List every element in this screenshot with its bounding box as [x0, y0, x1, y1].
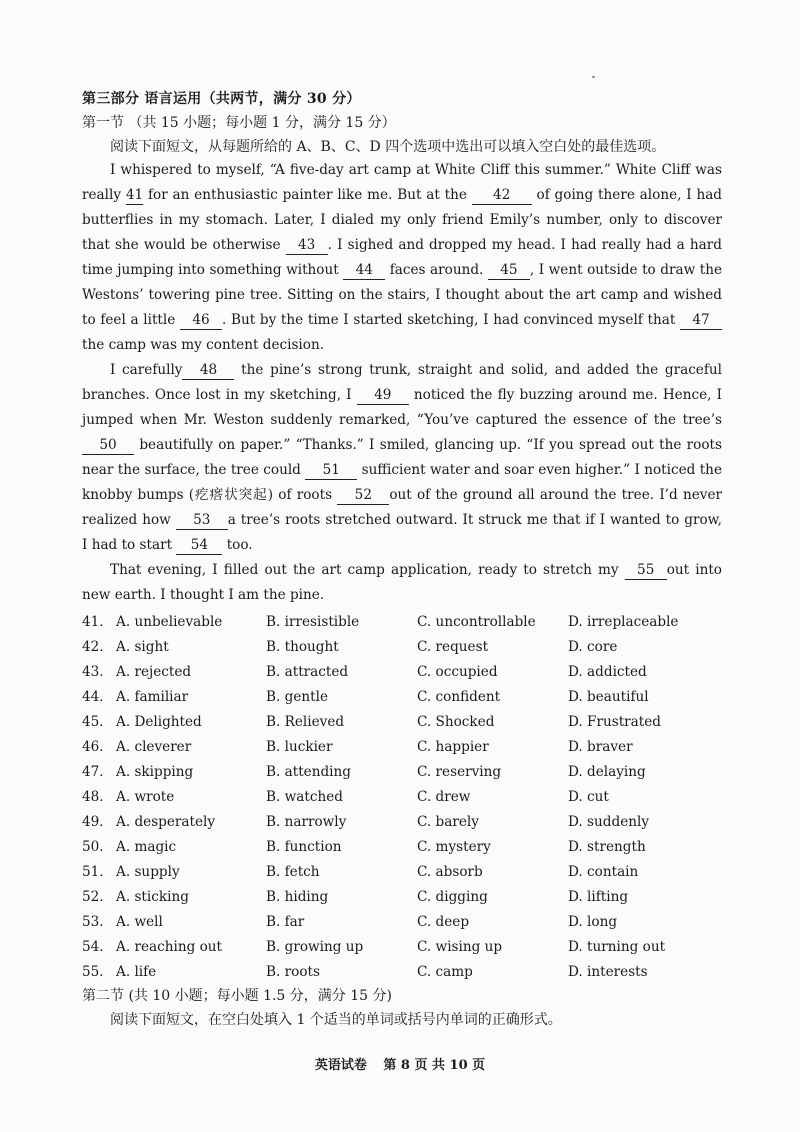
option-d: D. contain: [568, 864, 639, 880]
option-b: B. fetch: [266, 864, 320, 880]
page-footer: [0, 1054, 800, 1073]
option-row: [82, 785, 722, 810]
option-b: B. gentle: [266, 689, 328, 705]
blank-44: 44: [343, 262, 385, 280]
option-a: A. familiar: [116, 689, 189, 705]
passage-text: out into new earth. I thought I am the pine.: [82, 562, 722, 603]
question-number: 55．: [82, 964, 113, 980]
option-b: B. thought: [266, 639, 339, 655]
option-c: C. mystery: [417, 839, 491, 855]
question-number: 45．: [82, 714, 113, 730]
passage-text: . I sighed and dropped my head. I had really had a hard time jumping into something without: [82, 237, 722, 278]
passage-text: beautifully on paper.” “Thanks.” I smiled, glancing up. “If you spread out the roots near the surface, the tree could: [82, 437, 722, 478]
option-row: [82, 810, 722, 835]
blank-47: 47: [680, 312, 722, 330]
option-a: A. reaching out: [116, 939, 223, 955]
option-b: B. function: [266, 839, 342, 855]
options-list: [82, 610, 722, 985]
question-number: 43．: [82, 664, 113, 680]
passage-paragraph-2: [82, 358, 722, 558]
option-d: D. strength: [568, 839, 646, 855]
blank-52: 52: [337, 487, 389, 505]
option-row: [82, 635, 722, 660]
option-d: D. lifting: [568, 889, 629, 905]
passage-text: too.: [222, 537, 253, 553]
option-c: C. confident: [417, 689, 501, 705]
option-row: [82, 660, 722, 685]
part-title: 第三部分 语言运用（共两节，满分 30 分）: [82, 91, 361, 107]
section2-title: 第二节 (共 10 小题；每小题 1.5 分，满分 15 分): [82, 988, 392, 1004]
option-row: [82, 960, 722, 985]
option-row: [82, 735, 722, 760]
option-row: [82, 710, 722, 735]
option-a: A. supply: [116, 864, 180, 880]
blank-48: 48: [182, 362, 234, 380]
option-d: D. interests: [568, 964, 648, 980]
option-a: A. unbelievable: [116, 614, 223, 630]
blank-50: 50: [82, 437, 134, 455]
option-c: C. occupied: [417, 664, 498, 680]
blank-46: 46: [180, 312, 222, 330]
option-c: C. barely: [417, 814, 479, 830]
option-a: A. Delighted: [116, 714, 202, 730]
blank-45: 45: [488, 262, 530, 280]
option-d: D. delaying: [568, 764, 646, 780]
question-number: 54．: [82, 939, 113, 955]
question-number: 42．: [82, 639, 113, 655]
section1-title: 第一节 （共 15 小题；每小题 1 分，满分 15 分）: [82, 115, 396, 131]
option-c: C. deep: [417, 914, 470, 930]
passage-text: of going there alone, I had butterflies in my stomach. Later, I dialed my only friend Emily’s number, only to discover that she would be otherwise: [82, 187, 723, 253]
option-c: C. digging: [417, 889, 488, 905]
option-d: D. irreplaceable: [568, 614, 679, 630]
option-row: [82, 860, 722, 885]
question-number: 50．: [82, 839, 113, 855]
section1-instruction: 阅读下面短文，从每题所给的 A、B、C、D 四个选项中选出可以填入空白处的最佳选项。: [110, 139, 666, 155]
blank-53: 53: [176, 512, 228, 530]
option-c: C. drew: [417, 789, 471, 805]
section2-instruction: 阅读下面短文，在空白处填入 1 个适当的单词或括号内单词的正确形式。: [110, 1012, 562, 1028]
option-c: C. uncontrollable: [417, 614, 536, 630]
option-c: C. request: [417, 639, 489, 655]
passage-text: . But by the time I started sketching, I had convinced myself that: [221, 312, 680, 328]
option-c: C. camp: [417, 964, 473, 980]
question-number: 41．: [82, 614, 113, 630]
option-a: A. sticking: [116, 889, 189, 905]
option-row: [82, 835, 722, 860]
question-number: 52．: [82, 889, 113, 905]
passage-text: faces around.: [385, 262, 488, 278]
question-number: 46．: [82, 739, 113, 755]
blank-54: 54: [176, 537, 222, 555]
option-c: C. absorb: [417, 864, 483, 880]
question-number: 51．: [82, 864, 113, 880]
scan-speck: [592, 76, 595, 78]
option-c: C. wising up: [417, 939, 503, 955]
passage-text: That evening, I filled out the art camp application, ready to stretch my: [110, 562, 625, 578]
option-d: D. core: [568, 639, 618, 655]
blank-41: 41: [125, 187, 144, 203]
option-row: [82, 760, 722, 785]
option-b: B. hiding: [266, 889, 329, 905]
option-b: B. Relieved: [266, 714, 345, 730]
option-d: D. turning out: [568, 939, 666, 955]
option-b: B. watched: [266, 789, 343, 805]
question-number: 44．: [82, 689, 113, 705]
option-a: A. life: [116, 964, 157, 980]
passage-text: sufficient water and soar even higher.” I noticed the knobby bumps (疙瘩状突起) of roots: [82, 462, 722, 503]
option-a: A. skipping: [116, 764, 194, 780]
option-d: D. addicted: [568, 664, 647, 680]
blank-55: 55: [625, 562, 667, 580]
option-a: A. magic: [116, 839, 177, 855]
option-a: A. well: [116, 914, 163, 930]
option-row: [82, 935, 722, 960]
question-number: 47．: [82, 764, 113, 780]
option-b: B. attracted: [266, 664, 349, 680]
option-a: A. sight: [116, 639, 169, 655]
option-b: B. far: [266, 914, 305, 930]
option-b: B. irresistible: [266, 614, 360, 630]
option-row: [82, 910, 722, 935]
footer-subject: 英语试卷: [314, 1058, 367, 1073]
option-row: [82, 885, 722, 910]
option-a: A. wrote: [116, 789, 175, 805]
passage-text: noticed the fly buzzing around me. Hence, I jumped when Mr. Weston suddenly remarked, “You’ve captured the essence of the tree’s: [82, 387, 722, 428]
passage-text: I carefully: [110, 362, 183, 378]
blank-49: 49: [357, 387, 409, 405]
exam-page: [82, 88, 722, 1031]
passage-text: out of the ground all around the tree. I’d never realized how: [82, 487, 722, 528]
blank-42: 42: [472, 187, 532, 205]
option-b: B. roots: [266, 964, 320, 980]
option-a: A. cleverer: [116, 739, 192, 755]
blank-51: 51: [305, 462, 357, 480]
passage-text: , I went outside to draw the Westons’ towering pine tree. Sitting on the stairs, I thought about the art camp and wished to feel a little: [82, 262, 723, 328]
passage-paragraph-3: [82, 558, 722, 608]
option-d: D. cut: [568, 789, 609, 805]
option-row: [82, 610, 722, 635]
option-d: D. braver: [568, 739, 633, 755]
passage-text: a tree’s roots stretched outward. It struck me that if I wanted to grow, I had to start: [82, 512, 723, 553]
passage-text: I whispered to myself, “A five-day art camp at White Cliff this summer.” White Cliff was really: [82, 162, 722, 203]
option-c: C. Shocked: [417, 714, 495, 730]
option-d: D. suddenly: [568, 814, 650, 830]
question-number: 49．: [82, 814, 113, 830]
passage-paragraph-1: [82, 158, 722, 358]
option-a: A. rejected: [116, 664, 192, 680]
option-b: B. luckier: [266, 739, 333, 755]
option-d: D. long: [568, 914, 618, 930]
option-row: [82, 685, 722, 710]
option-b: B. growing up: [266, 939, 364, 955]
blank-43: 43: [286, 237, 328, 255]
option-d: D. beautiful: [568, 689, 649, 705]
option-c: C. happier: [417, 739, 489, 755]
question-number: 48．: [82, 789, 113, 805]
question-number: 53．: [82, 914, 113, 930]
option-a: A. desperately: [116, 814, 216, 830]
footer-page-number: 第 8 页 共 10 页: [383, 1058, 486, 1073]
option-b: B. narrowly: [266, 814, 347, 830]
option-c: C. reserving: [417, 764, 502, 780]
passage-text: for an enthusiastic painter like me. But at the: [143, 187, 472, 203]
passage-text: the camp was my content decision.: [82, 337, 325, 353]
passage-text: the pine’s strong trunk, straight and solid, and added the graceful branches. Once lost in my sketching, I: [82, 362, 722, 403]
option-d: D. Frustrated: [568, 714, 661, 730]
option-b: B. attending: [266, 764, 351, 780]
